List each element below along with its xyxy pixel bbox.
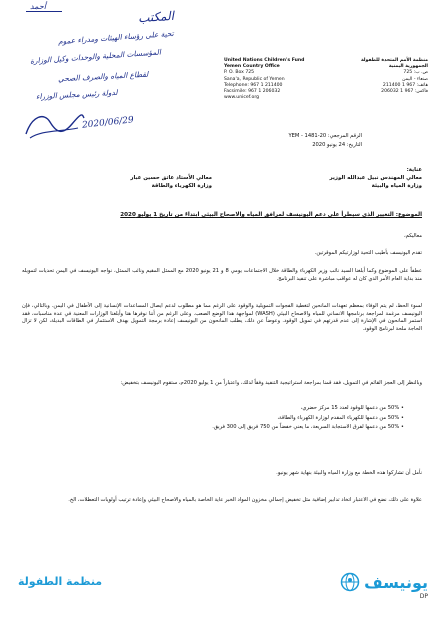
handwritten-name: أحمد	[30, 2, 46, 11]
handwritten-line-4: لدولة رئيس مجلس الوزراء	[35, 87, 118, 102]
unicef-logo-text: يونيسف	[364, 572, 428, 592]
letterhead-city-ar: صنعاء - اليمن	[402, 76, 428, 82]
letterhead-facsimile-en: Facsimile: 967 1 206032	[224, 89, 281, 95]
logo-code: DP	[419, 593, 428, 600]
paragraph-2: لسوء الحظ، لم يتم الوفاء بمعظم تعهدات المانحين لتغطية الفجوات التمويلية والوقود على الرغم مما هو مطلوب لدعم ايصال المساعدات الإنسانية إلى الأطفال في اليمن. وبالتالي، فإن اليونيسف مرغمة لمراجعة برنامجها الانساني للمياه والاصحاح البيئي (WASH) لمواجهة هذا الوضع الصعب. وعلى الرغم من أننا نوفرها هنا وأبلغنا الوزارات المعنية في عدة مناسبات، فقد استمر المانحون في الإشارة إلى عدم قدرتهم في تمويل الوقود. وعوضاً عن ذلك، يطلب المانحون من اليونيسف إعادة برمجة التمويل بهدف الاستثمار في الطاقات البديلة، لكن لا تزال الحاجة ملحة لبرنامج الوقود.	[22, 303, 422, 332]
second-recipient-title: وزارة الكهرباء والطاقة	[151, 183, 212, 189]
letterhead-org-en: United Nations Children's Fund	[224, 58, 305, 63]
footer-org-arabic: منظمة الطفولة	[18, 575, 103, 588]
reduction-list	[44, 405, 404, 432]
subject-line: الموضوع: التغيير الذي سيطرأ على دعم اليونيسف لمرافق المياه والاصحاح البيئي ابتداءً من تاريخ 1 يوليو 2020	[120, 212, 422, 218]
handwritten-line-3: لقطاع المياه والصرف الصحي	[57, 69, 149, 84]
letterhead-office-ar: الجمهورية اليمنية	[388, 64, 428, 70]
salutation: معاليكم،	[404, 233, 422, 239]
paragraph-1: عطفاً على الموضوع وكما أبلغنا السيد نائب وزير الكهرباء والطاقة خلال الاجتماعات يومي 8 و 21 يونيو 2020 مع الممثل المقيم ونائب الممثل، نواجه اليونيسف في اليمن تحديات لتمويله منذ بداية العام الأمر الذي كان له عواقب مباشرة على تنفيذ البرنامج.	[22, 268, 422, 282]
handwritten-underline	[26, 11, 62, 12]
list-item: • 50% من دعمها للكهرباء المقدم لوزارة الكهرباء والطاقة،	[277, 414, 404, 421]
letterhead-office-en: Yemen Country Office	[224, 64, 280, 70]
handwritten-date: 2020/06/29	[81, 115, 135, 131]
handwritten-line-1: تحية على رؤساء الهيئات ومدراء عموم	[57, 28, 174, 47]
letterhead-pobox-ar: ص. ب: 725	[403, 70, 428, 76]
reference-date: التاريخ: 24 يونيو 2020	[312, 142, 362, 148]
attention-label: عناية:	[406, 167, 422, 173]
letterhead-pobox-en: P. O. Box 725	[224, 70, 255, 76]
paragraph-3: وبالنظر إلى العجز القائم في التمويل، فقد قمنا بمراجعة استراتيجية التنفيذ وفقاً لذلك، واعتباراً من 1 يوليو 2020م، ستقوم اليونيسف بتخفيض:	[120, 380, 422, 386]
greeting: تقدم اليونيسف بأطيب التحية لوزارتيكم الموقرتين.	[314, 250, 422, 256]
letterhead-web-en: www.unicef.org	[224, 95, 260, 101]
handwritten-line-2: المؤسسات المحلية والوحدات وكيل الوزارة	[29, 47, 162, 66]
attention-recipient-name: معالي المهندس نبيل عبدالله الوزير	[329, 175, 422, 181]
letterhead-arabic	[361, 58, 428, 95]
paragraph-4: نأمل أن تشاركوا هذه الخطة مع وزارة المياه والبيئة بنهاية شهر يونيو.	[276, 470, 422, 476]
letterhead-city-en: Sana'a, Republic of Yemen	[224, 76, 285, 82]
paragraph-5: علاوة على ذلك، نضع في الاعتبار اتخاذ تدابير إضافية مثل تخفيض إجمالي مخزون المواد الخبر عاية الخاصة بالمياه والاصحاح البيئي وإعادة ترتيب أولويات التعطلات، الخ.	[68, 497, 422, 503]
reference-number: الرقم المرجعي: YEM - 1481-20	[288, 133, 362, 139]
unicef-logo	[340, 572, 428, 600]
list-item: • 50% من دعمها للوقود لعدد 15 مركز حضري،	[300, 405, 404, 411]
letterhead-org-ar: منظمة الأمم المتحدة للطفولة	[360, 58, 428, 63]
second-recipient-name: معالي الأستاذ عاتق حسين عبار	[130, 175, 212, 181]
letterhead-telephone-en: Telephone: 967 1 211400	[224, 82, 283, 88]
bullet-icon: •	[399, 405, 404, 411]
second-recipient-block	[130, 174, 212, 190]
letterhead-facsimile-ar: فاكس: 967 1 206032	[381, 89, 428, 95]
letterhead-telephone-ar: هاتف: 967 1 211400	[382, 82, 428, 88]
handwritten-signature	[22, 104, 86, 142]
bullet-icon: •	[399, 424, 404, 431]
attention-recipient-title: وزارة المياه والبيئة	[371, 183, 422, 189]
letterhead-english	[224, 58, 304, 101]
attention-block	[330, 166, 423, 190]
bullet-icon: •	[399, 414, 404, 421]
list-item: • 50% من دعمها لفرق الاستجابة السريعة، ما يعني خفضاً من 750 فريق إلى 300 فريق.	[212, 424, 404, 431]
handwritten-title: المكتب	[137, 8, 175, 26]
unicef-globe-icon	[340, 572, 360, 592]
